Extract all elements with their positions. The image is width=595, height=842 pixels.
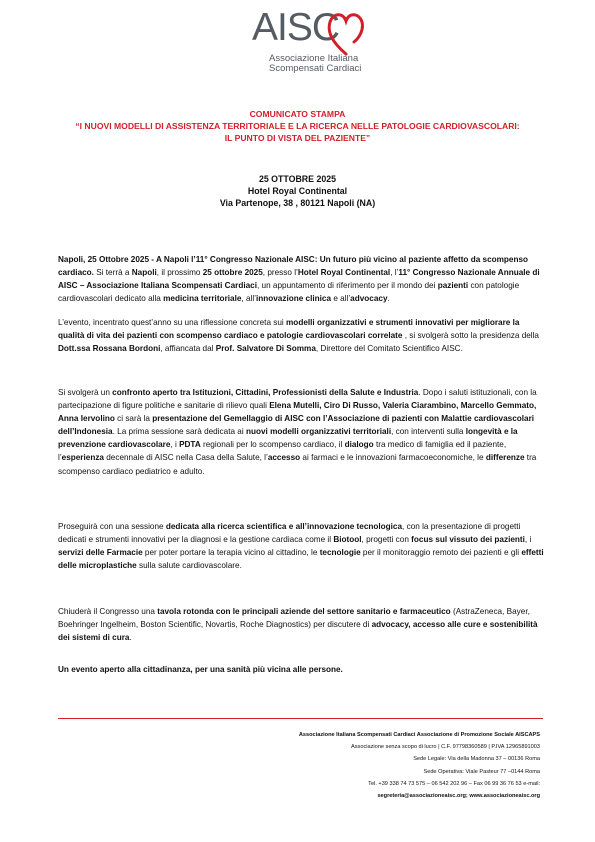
text-span: Si terrà a bbox=[93, 268, 132, 278]
bold-span: longevità e la prevenzione cardiovascolare bbox=[58, 427, 518, 450]
text-span: Si svolgerà un bbox=[58, 388, 113, 397]
text-span: , progetti con bbox=[361, 535, 412, 545]
text-span: con patologie cardiovascolari dedicato alla bbox=[58, 281, 520, 304]
text-span: per poter portare la terapia vicino al cittadino, le bbox=[142, 548, 320, 558]
bold-span: presentazione del Gemellaggio di AISC con l’Associazione di pazienti con Malattie cardiovascolari dell’Indonesia bbox=[58, 414, 535, 437]
event-info bbox=[40, 173, 555, 209]
text-span: Chiuderà il Congresso una bbox=[58, 607, 158, 616]
headline-line2: IL PUNTO DI VISTA DEL PAZIENTE” bbox=[224, 133, 371, 143]
bold-span: esperienza bbox=[61, 453, 104, 463]
event-address: Via Partenope, 38 , 80121 Napoli (NA) bbox=[219, 198, 376, 208]
bold-span: advocacy bbox=[350, 294, 388, 304]
text-span: ai farmaci e le innovazioni farmacoeconomiche, le bbox=[300, 453, 486, 463]
event-date: 25 OTTOBRE 2025 bbox=[258, 174, 337, 184]
heart-icon bbox=[326, 10, 366, 56]
text-span: e all’ bbox=[331, 294, 351, 304]
text-span: , il prossimo bbox=[156, 268, 203, 278]
paragraph-roundtable bbox=[58, 605, 548, 644]
text-span: , con la presentazione di progetti dedicati e strumenti innovativi per la diagnosi e la gestione cardiaca come il bbox=[58, 522, 521, 545]
text-span: , con interventi sulla bbox=[391, 427, 466, 437]
logo-subtitle-line2: Scompensati Cardiaci bbox=[269, 63, 362, 74]
text-span: tra medico di famiglia ed il paziente, l’ bbox=[58, 440, 507, 463]
bold-span: innovazione clinica bbox=[255, 294, 332, 304]
text-span: , un appuntamento di riferimento per il mondo dei bbox=[257, 281, 438, 291]
bold-span: 11° Congresso Nazionale Annuale di AISC – Associazione Italiana Scompensati Cardiaci bbox=[58, 268, 540, 291]
footer-fiscal-info: Associazione senza scopo di lucro | C.F. 97798360589 | P.IVA 12965891003 bbox=[351, 744, 540, 751]
bold-span: accesso bbox=[267, 453, 301, 463]
press-release-label: COMUNICATO STAMPA bbox=[249, 109, 346, 119]
footer-contacts: Tel. +39 338 74 73 575 – 06 542 202 96 – Fax 06 99 36 76 53 e-mail: bbox=[368, 780, 540, 787]
text-span: sulla salute cardiovascolare. bbox=[136, 561, 242, 571]
text-span: , Direttore del Comitato Scientifico AISC. bbox=[315, 344, 463, 354]
bold-span: Hotel Royal Continental bbox=[297, 268, 391, 278]
text-span: . bbox=[387, 294, 390, 304]
paragraph-event bbox=[58, 316, 548, 355]
text-span: ci sarà la bbox=[114, 414, 153, 424]
bold-span: nuovi modelli organizzativi territoriali bbox=[245, 427, 392, 437]
text-span: per il monitoraggio remoto dei pazienti e gli bbox=[360, 548, 522, 558]
text-span: , i bbox=[524, 535, 532, 545]
footer-operative-address: Sede Operativa: Viale Pasteur 77 –0144 Roma bbox=[423, 768, 540, 775]
bold-span: PDTA bbox=[179, 440, 201, 450]
bold-span: tavola rotonda con le principali aziende del settore sanitario e farmaceutico bbox=[157, 607, 451, 616]
bold-span: Biotool bbox=[333, 535, 362, 545]
footer-email-web: segreteria@associazioneaisc.org; www.associazioneaisc.org bbox=[377, 793, 540, 800]
aisc-logo bbox=[252, 6, 382, 86]
paragraph-intro bbox=[58, 253, 548, 305]
bold-span: servizi delle Farmacie bbox=[58, 548, 143, 558]
bold-span: Dott.ssa Rossana Bordoni bbox=[58, 344, 161, 354]
text-span: , i bbox=[170, 440, 180, 450]
text-span: tra scompenso cardiaco pediatrico e adulto. bbox=[58, 453, 537, 476]
bold-span: tecnologie bbox=[319, 548, 361, 558]
logo-subtitle-line1: Associazione Italiana bbox=[269, 53, 359, 64]
text-span: . bbox=[129, 633, 132, 643]
event-venue: Hotel Royal Continental bbox=[247, 186, 348, 196]
press-release-header bbox=[40, 108, 555, 144]
paragraph-research bbox=[58, 520, 548, 572]
text-span: decennale di AISC nella Casa della Salute, l’ bbox=[103, 453, 268, 463]
logo-wordmark: AISC bbox=[252, 6, 340, 49]
footer-org-name: Associazione Italiana Scompensati Cardiaci Associazione di Promozione Sociale AISCAPS bbox=[298, 732, 540, 738]
bold-span: Napoli bbox=[131, 268, 157, 278]
text-span: (AstraZeneca, Bayer, Boehringer Ingelheim, Boston Scientific, Novartis, Roche Diagnostics) per discutere di bbox=[58, 607, 530, 630]
text-span: , affiancata dal bbox=[160, 344, 216, 354]
bold-span: confronto aperto tra Istituzioni, Cittadini, Professionisti della Salute e Industria bbox=[112, 388, 419, 397]
headline-line1: “I NUOVI MODELLI DI ASSISTENZA TERRITORIALE E LA RICERCA NELLE PATOLOGIE CARDIOVASCOLARI: bbox=[75, 121, 520, 131]
bold-span: pazienti bbox=[437, 281, 469, 291]
footer bbox=[150, 729, 540, 802]
bold-span: Prof. Salvatore Di Somma bbox=[215, 344, 316, 354]
bold-span: 25 ottobre 2025 bbox=[202, 268, 263, 278]
logo-subtitle bbox=[269, 54, 361, 74]
paragraph-closing: Un evento aperto alla cittadinanza, per una sanità più vicina alle persone. bbox=[58, 665, 343, 674]
bold-span: effetti delle microplastiche bbox=[58, 548, 544, 571]
bold-span: dialogo bbox=[344, 440, 374, 450]
bold-span: focus sul vissuto dei pazienti bbox=[411, 535, 525, 545]
text-span: Proseguirà con una sessione bbox=[58, 522, 166, 531]
bold-span: dedicata alla ricerca scientifica e all’innovazione tecnologica bbox=[165, 522, 403, 531]
text-span: , l’ bbox=[390, 268, 399, 278]
bold-span: advocacy, accesso alle cure e sostenibilità dei sistemi di cura bbox=[58, 620, 538, 643]
text-span: . Dopo i saluti istituzionali, con la partecipazione di figure politiche e sanitarie di rilievo quali bbox=[58, 388, 537, 411]
paragraph-program bbox=[58, 386, 548, 478]
text-span: L’evento, incentrato quest’anno su una riflessione concreta sui bbox=[58, 318, 287, 327]
text-span: . La prima sessione sarà dedicata ai bbox=[112, 427, 246, 437]
bold-span: differenze bbox=[485, 453, 525, 463]
text-span: , all’ bbox=[241, 294, 256, 304]
bold-span: modelli organizzativi e strumenti innovativi per migliorare la qualità di vita dei pazienti con scompenso cardiaco e patologie cardiovascolari correlate bbox=[58, 318, 520, 341]
text-span: regionali per lo scompenso cardiaco, il bbox=[200, 440, 345, 450]
bold-span: medicina territoriale bbox=[163, 294, 242, 304]
bold-span: Elena Mutelli, Ciro Di Russo, Valeria Ciarambino, Marcello Gemmato, Anna Iervolino bbox=[58, 401, 537, 424]
text-span: , presso l’ bbox=[262, 268, 298, 278]
text-span: , si svolgerà sotto la presidenza della bbox=[402, 331, 539, 341]
footer-legal-address: Sede Legale: Via della Madonna 37 – 00136 Roma bbox=[413, 756, 540, 763]
intro-lead: Napoli, 25 Ottobre 2025 - A Napoli l’11° Congresso Nazionale AISC: Un futuro più vicino al paziente affetto da scompenso cardiaco. bbox=[58, 255, 529, 278]
footer-divider bbox=[58, 718, 543, 719]
